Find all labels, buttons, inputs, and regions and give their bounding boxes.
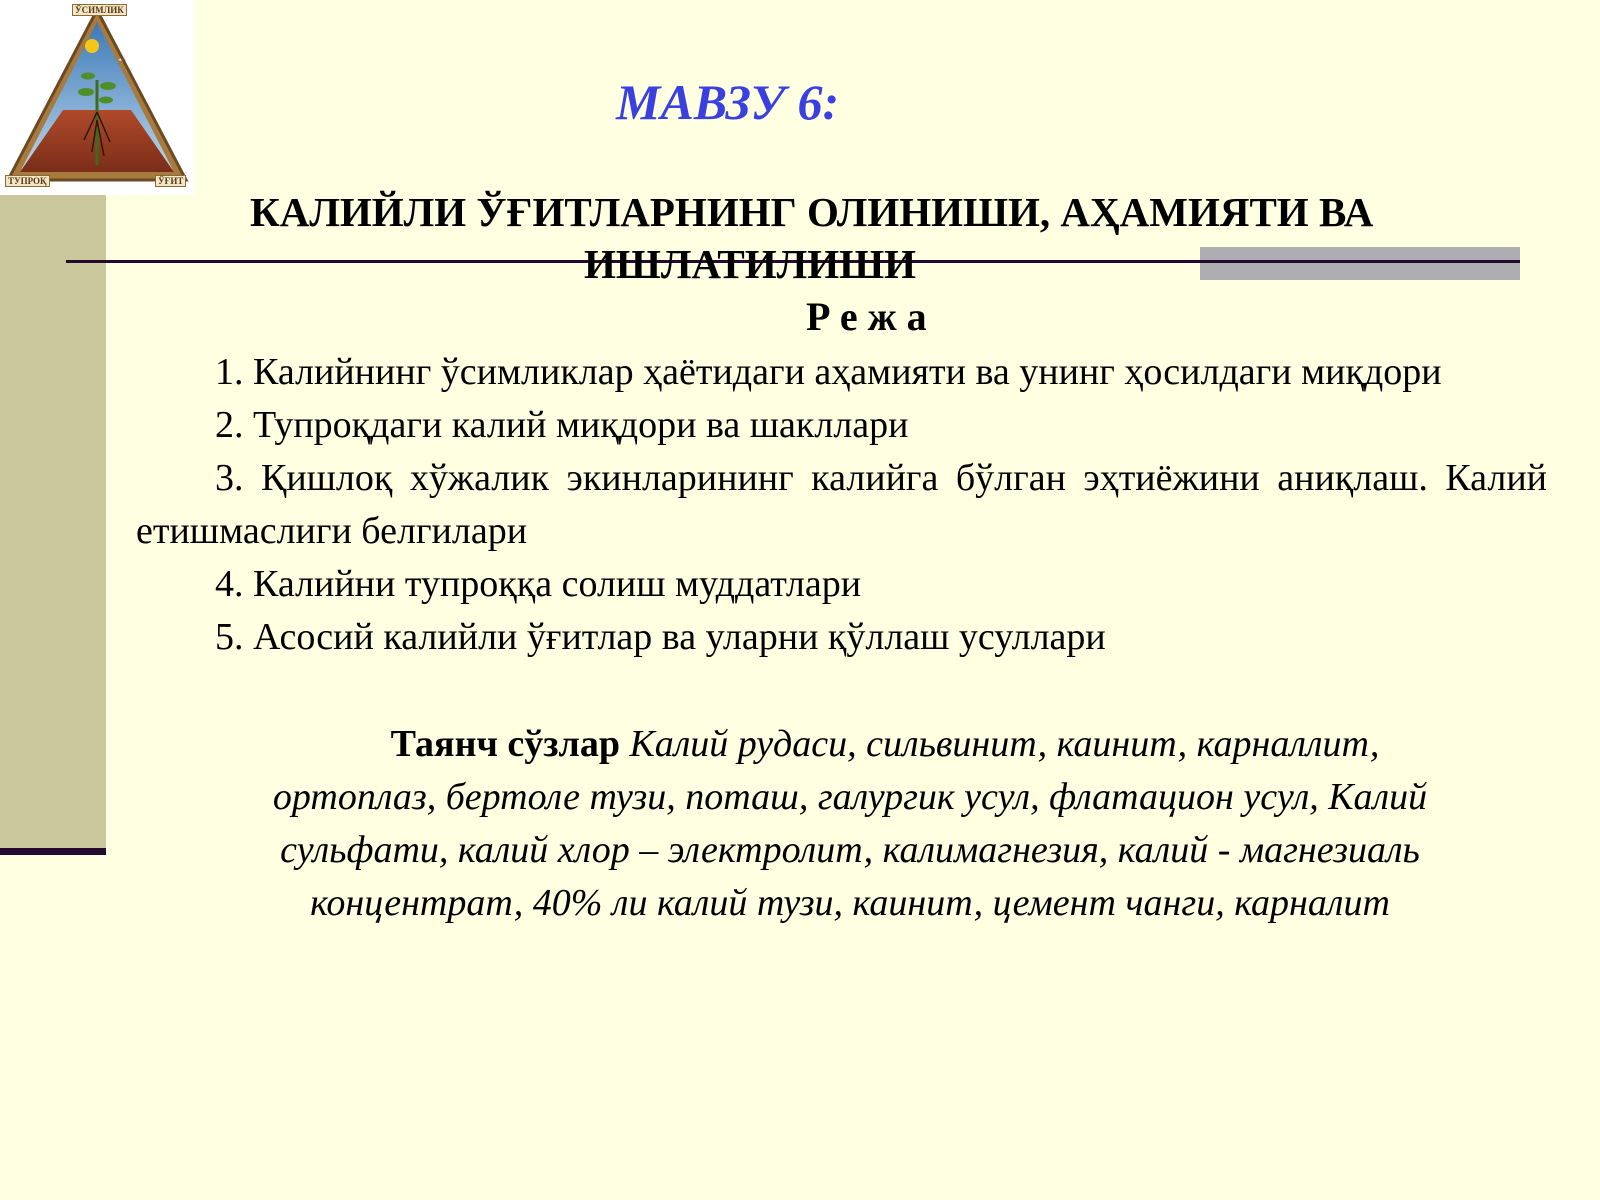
keywords-line: концентрат, 40% ли калий тузи, каинит, цемент чанги, карналит xyxy=(310,882,1390,924)
left-decorative-bar xyxy=(0,195,106,848)
topic-title: МАВЗУ 6: xyxy=(616,74,840,130)
plan-item: 2. Тупроқдаги калий миқдори ва шакллари xyxy=(215,404,909,446)
logo-label-plant: ЎСИМЛИК xyxy=(72,4,127,16)
plan-list xyxy=(136,346,1547,664)
keywords-label: Таянч сўзлар xyxy=(390,723,620,765)
main-title xyxy=(250,186,1374,290)
main-title-line-1: КАЛИЙЛИ ЎҒИТЛАРНИНГ ОЛИНИШИ, АҲАМИЯТИ ВА xyxy=(250,189,1374,235)
main-title-line-2: ИШЛАТИЛИШИ xyxy=(583,241,917,287)
plan-heading: Режа xyxy=(806,294,937,339)
plan-item: 3. Қишлоқ хўжалик экинларининг калийга бўлган эҳтиёжини аниқлаш. Калий етишмаслиги белгилари xyxy=(136,457,1547,552)
logo-label-soil: ТУПРОҚ xyxy=(5,175,50,187)
plan-item: 5. Асосий калийли ўғитлар ва уларни қўллаш усуллари xyxy=(215,616,1106,658)
keywords-line: ортоплаз, бертоле тузи, поташ, галургик усул, флатацион усул, Калий xyxy=(272,776,1428,818)
keywords-line xyxy=(150,718,1550,771)
logo-label-fertilizer: ЎҒИТ xyxy=(155,175,186,187)
left-bar-underline xyxy=(0,848,106,855)
plan-item: 4. Калийни тупроққа солиш муддатлари xyxy=(215,563,862,605)
logo-triangle-icon xyxy=(0,0,194,195)
logo xyxy=(0,0,194,195)
keywords-text: Калий рудаси, сильвинит, каинит, карналлит, xyxy=(629,723,1380,765)
keywords-block xyxy=(150,718,1550,930)
keywords-line: сульфати, калий хлор – электролит, калимагнезия, калий - магнезиаль xyxy=(280,829,1420,871)
plan-item: 1. Калийнинг ўсимликлар ҳаётидаги аҳамияти ва унинг ҳосилдаги миқдори xyxy=(215,351,1442,393)
